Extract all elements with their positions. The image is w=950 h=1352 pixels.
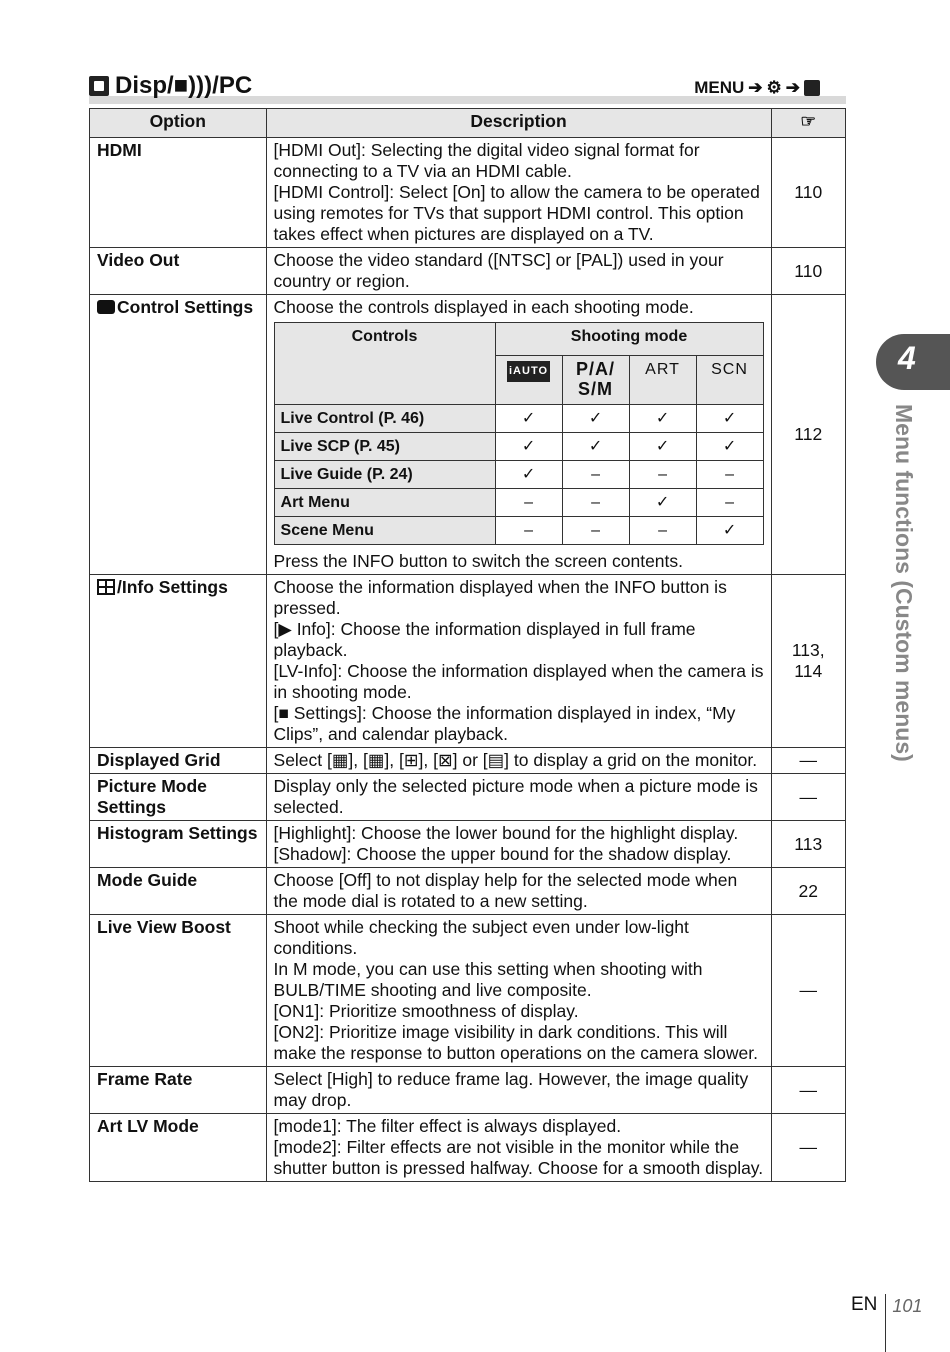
availability-mark: –	[562, 517, 629, 545]
option-name: Displayed Grid	[97, 750, 221, 770]
description-line: [HDMI Control]: Select [On] to allow the camera to be operated using remotes for TVs that support HDMI control. This option takes effect when pictures are displayed on a TV.	[273, 182, 760, 244]
description-cell	[266, 575, 771, 748]
arrow-right-icon: ➔	[748, 78, 763, 97]
controls-table	[274, 322, 764, 545]
table-row	[90, 1114, 846, 1182]
control-label: Art Menu	[274, 489, 495, 517]
gear-icon: ⚙	[766, 78, 782, 97]
display-menu-icon	[804, 80, 820, 96]
description-cell	[266, 138, 771, 248]
description-line: [mode2]: Filter effects are not visible in the monitor while the shutter button is pressed halfway. Choose for a smooth display.	[273, 1137, 764, 1178]
availability-mark: ✓	[495, 433, 562, 461]
mode-header	[696, 356, 763, 405]
description-line: Choose the controls displayed in each shooting mode.	[273, 297, 694, 317]
page-reference: 113, 114	[771, 575, 845, 748]
control-label: Live Guide (P. 24)	[274, 461, 495, 489]
option-cell	[90, 821, 267, 868]
camera-icon	[97, 300, 115, 314]
page-reference: —	[771, 774, 845, 821]
availability-mark: –	[696, 489, 763, 517]
table-row	[90, 868, 846, 915]
iauto-mode-icon: iAUTO	[507, 361, 550, 382]
control-label: Live SCP (P. 45)	[274, 433, 495, 461]
breadcrumb	[694, 78, 820, 98]
availability-mark: ✓	[696, 433, 763, 461]
option-cell	[90, 774, 267, 821]
table-row	[90, 575, 846, 748]
controls-row	[274, 433, 763, 461]
table-row	[90, 248, 846, 295]
table-row	[90, 915, 846, 1067]
controls-row	[274, 517, 763, 545]
option-cell	[90, 138, 267, 248]
control-label: Scene Menu	[274, 517, 495, 545]
availability-mark: ✓	[629, 405, 696, 433]
availability-mark: –	[495, 489, 562, 517]
description-line: Shoot while checking the subject even under low-light conditions.	[273, 917, 689, 958]
availability-mark: ✓	[562, 433, 629, 461]
description-cell	[266, 248, 771, 295]
availability-mark: ✓	[629, 433, 696, 461]
option-cell	[90, 1114, 267, 1182]
description-line: Select [High] to reduce frame lag. However, the image quality may drop.	[273, 1069, 749, 1110]
arrow-right-icon: ➔	[785, 78, 800, 97]
controls-header-row	[274, 323, 763, 356]
page-reference: 110	[771, 138, 845, 248]
option-name: Histogram Settings	[97, 823, 258, 843]
option-cell	[90, 748, 267, 774]
description-line: [ON1]: Prioritize smoothness of display.	[273, 1001, 579, 1021]
index-display-icon	[97, 579, 115, 595]
table-row	[90, 1067, 846, 1114]
mode-label: P/A/ S/M	[576, 359, 616, 399]
page-title-text: Disp/■)))/PC	[115, 72, 253, 99]
description-cell	[266, 748, 771, 774]
chapter-number: 4	[898, 340, 916, 376]
description-cell	[266, 821, 771, 868]
option-name: Video Out	[97, 250, 180, 270]
availability-mark: ✓	[696, 517, 763, 545]
page-title	[89, 72, 252, 100]
availability-mark: –	[629, 517, 696, 545]
table-row	[90, 821, 846, 868]
availability-mark: ✓	[696, 405, 763, 433]
display-menu-icon	[89, 76, 109, 96]
table-row	[90, 774, 846, 821]
description-cell	[266, 915, 771, 1067]
availability-mark: –	[562, 489, 629, 517]
page-reference: 113	[771, 821, 845, 868]
page-reference-icon: ☞	[771, 109, 845, 138]
table-header-row	[90, 109, 846, 138]
option-cell	[90, 295, 267, 575]
option-name: Frame Rate	[97, 1069, 193, 1089]
description-line: Press the INFO button to switch the screen contents.	[273, 551, 684, 571]
option-cell	[90, 1067, 267, 1114]
description-line: Choose the video standard ([NTSC] or [PAL]) used in your country or region.	[273, 250, 724, 291]
option-cell	[90, 575, 267, 748]
option-name: HDMI	[97, 140, 142, 160]
page-reference: 112	[771, 295, 845, 575]
footer-divider	[885, 1294, 886, 1352]
availability-mark: ✓	[495, 405, 562, 433]
availability-mark: ✓	[629, 489, 696, 517]
availability-mark: –	[562, 461, 629, 489]
column-header-option: Option	[90, 109, 267, 138]
page-reference: —	[771, 915, 845, 1067]
page-number: 101	[892, 1296, 923, 1316]
option-name: Art LV Mode	[97, 1116, 199, 1136]
option-name: Mode Guide	[97, 870, 198, 890]
shooting-mode-header: Shooting mode	[495, 323, 763, 356]
page-reference: 110	[771, 248, 845, 295]
description-cell	[266, 868, 771, 915]
column-header-description: Description	[266, 109, 771, 138]
availability-mark: –	[629, 461, 696, 489]
description-line: [▶ Info]: Choose the information displayed in full frame playback.	[273, 619, 696, 660]
availability-mark: –	[696, 461, 763, 489]
description-line: [HDMI Out]: Selecting the digital video signal format for connecting to a TV via an HDMI cable.	[273, 140, 700, 181]
description-line: In M mode, you can use this setting when shooting with BULB/TIME shooting and live composite.	[273, 959, 703, 1000]
mode-header	[629, 356, 696, 405]
option-cell	[90, 248, 267, 295]
table-row	[90, 295, 846, 575]
controls-row	[274, 461, 763, 489]
availability-mark: ✓	[562, 405, 629, 433]
option-name: Control Settings	[117, 297, 254, 317]
availability-mark: –	[495, 517, 562, 545]
table-row	[90, 748, 846, 774]
control-label: Live Control (P. 46)	[274, 405, 495, 433]
controls-row	[274, 489, 763, 517]
description-cell	[266, 1114, 771, 1182]
footer-language: EN	[851, 1294, 878, 1315]
mode-label: ART	[645, 361, 680, 378]
description-cell	[266, 295, 771, 575]
page-reference: —	[771, 1067, 845, 1114]
availability-mark: ✓	[495, 461, 562, 489]
option-name: Picture Mode Settings	[97, 776, 207, 817]
settings-table	[89, 108, 846, 1182]
controls-column-header: Controls	[274, 323, 495, 405]
description-line: [■ Settings]: Choose the information displayed in index, “My Clips”, and calendar playback.	[273, 703, 736, 744]
page-header	[89, 70, 846, 104]
description-line: [Shadow]: Choose the upper bound for the shadow display.	[273, 844, 732, 864]
page-reference: 22	[771, 868, 845, 915]
description-cell	[266, 774, 771, 821]
description-line: [ON2]: Prioritize image visibility in dark conditions. This will make the response to button operations on the camera slower.	[273, 1022, 758, 1063]
description-line: Choose the information displayed when the INFO button is pressed.	[273, 577, 727, 618]
description-cell	[266, 1067, 771, 1114]
description-line: [Highlight]: Choose the lower bound for the highlight display.	[273, 823, 739, 843]
description-line: Display only the selected picture mode when a picture mode is selected.	[273, 776, 758, 817]
chapter-label: Menu functions (Custom menus)	[891, 404, 917, 762]
option-cell	[90, 915, 267, 1067]
option-cell	[90, 868, 267, 915]
description-line: Choose [Off] to not display help for the selected mode when the mode dial is rotated to a new setting.	[273, 870, 738, 911]
description-line: [LV-Info]: Choose the information displayed when the camera is in shooting mode.	[273, 661, 764, 702]
page-reference: —	[771, 1114, 845, 1182]
mode-label: SCN	[711, 361, 748, 378]
mode-header	[495, 356, 562, 405]
option-name: /Info Settings	[117, 577, 228, 597]
page-reference: —	[771, 748, 845, 774]
controls-row	[274, 405, 763, 433]
description-line: Select [▦], [▦], [⊞], [⊠] or [▤] to display a grid on the monitor.	[273, 750, 758, 770]
description-line: [mode1]: The filter effect is always displayed.	[273, 1116, 622, 1136]
option-name: Live View Boost	[97, 917, 231, 937]
breadcrumb-menu: MENU	[694, 78, 745, 97]
table-row	[90, 138, 846, 248]
mode-header	[562, 356, 629, 405]
page-footer	[851, 1294, 922, 1352]
